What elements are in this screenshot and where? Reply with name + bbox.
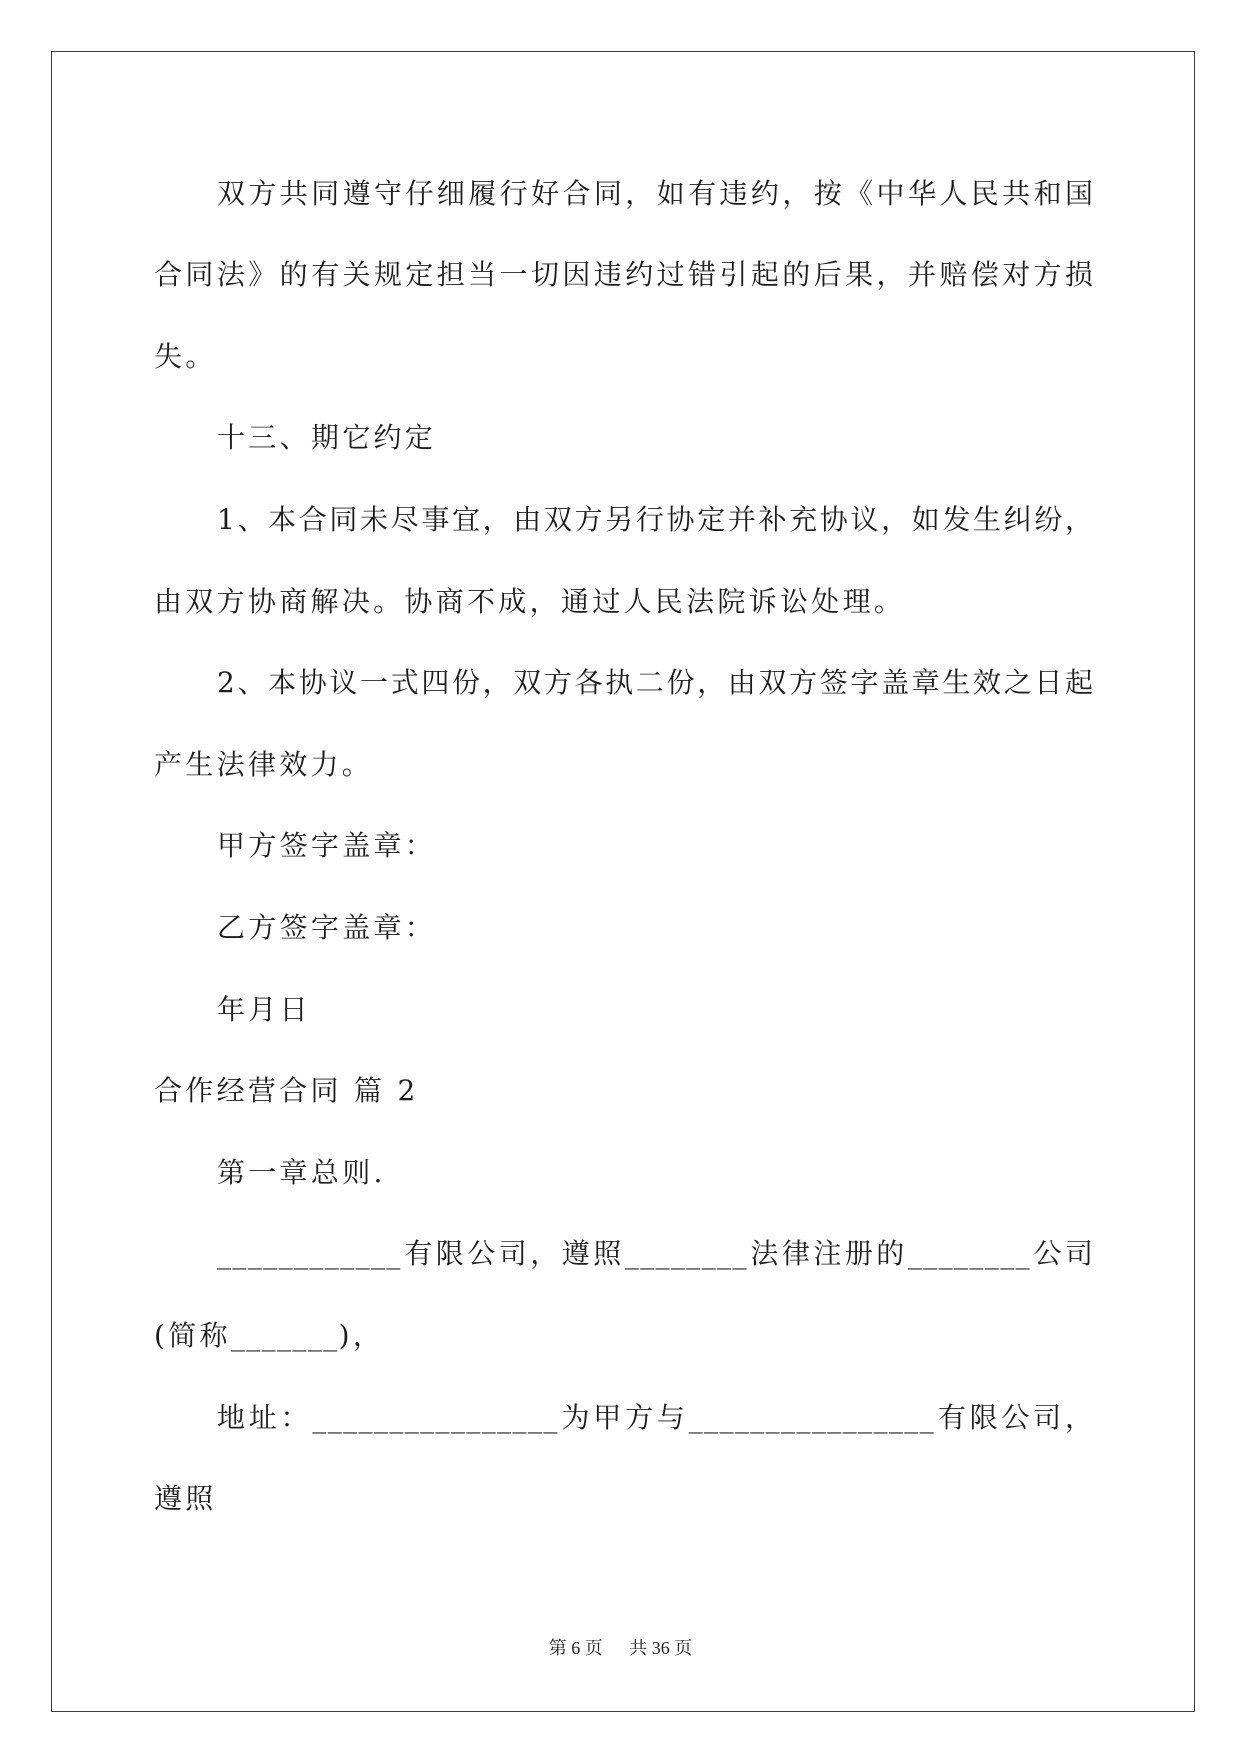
fill-in-blank: _______ xyxy=(230,1319,339,1352)
text-line: (简称_______)， xyxy=(154,1319,385,1352)
text-line: ____________有限公司，遵照________法律注册的________公司 xyxy=(217,1237,1094,1271)
paragraph xyxy=(154,642,1094,805)
page-footer xyxy=(0,1634,1241,1662)
text-line: 合作经营合同 篇 2 xyxy=(154,1074,419,1108)
document-title xyxy=(154,1050,1094,1132)
text-line: 第一章总则. xyxy=(217,1155,386,1189)
text-line: 由双方协商解决。协商不成，通过人民法院诉讼处理。 xyxy=(154,584,906,618)
section-heading xyxy=(154,397,1094,479)
signature-party-a xyxy=(154,805,1094,887)
text-line: 年月日 xyxy=(217,992,311,1026)
text-line: 1、本合同未尽事宜，由双方另行协定并补充协议，如发生纠纷， xyxy=(217,503,1094,537)
paragraph xyxy=(154,1213,1094,1376)
document-body xyxy=(154,153,1094,1540)
page-number: 第 6 页 xyxy=(548,1638,603,1658)
fill-in-blank: ________________ xyxy=(688,1400,936,1434)
text-line: 2、本协议一式四份，双方各执二份，由双方签字盖章生效之日起 xyxy=(217,666,1094,700)
text-line: 甲方签字盖章： xyxy=(217,829,437,863)
text-line: 合同法》的有关规定担当一切因违约过错引起的后果，并赔偿对方损 xyxy=(154,258,1094,292)
page-total: 共 36 页 xyxy=(629,1638,693,1658)
fill-in-blank: ________ xyxy=(624,1237,748,1271)
text-line: 地址：________________为甲方与________________有限公司， xyxy=(217,1400,1094,1434)
text-line: 失。 xyxy=(154,339,217,373)
fill-in-blank: ________________ xyxy=(312,1400,559,1434)
fill-in-blank: ________ xyxy=(907,1237,1031,1271)
text-line: 双方共同遵守仔细履行好合同，如有违约，按《中华人民共和国 xyxy=(217,176,1094,210)
text-line: 产生法律效力。 xyxy=(154,747,374,781)
fill-in-blank: ____________ xyxy=(217,1237,402,1271)
paragraph xyxy=(154,1377,1094,1540)
text-line: 遵照 xyxy=(154,1482,217,1516)
text-line: 十三、期它约定 xyxy=(217,421,437,455)
paragraph xyxy=(154,153,1094,398)
signature-party-b xyxy=(154,887,1094,969)
date-line xyxy=(154,969,1094,1051)
chapter-heading xyxy=(154,1132,1094,1214)
paragraph xyxy=(154,479,1094,642)
text-line: 乙方签字盖章： xyxy=(217,911,437,945)
